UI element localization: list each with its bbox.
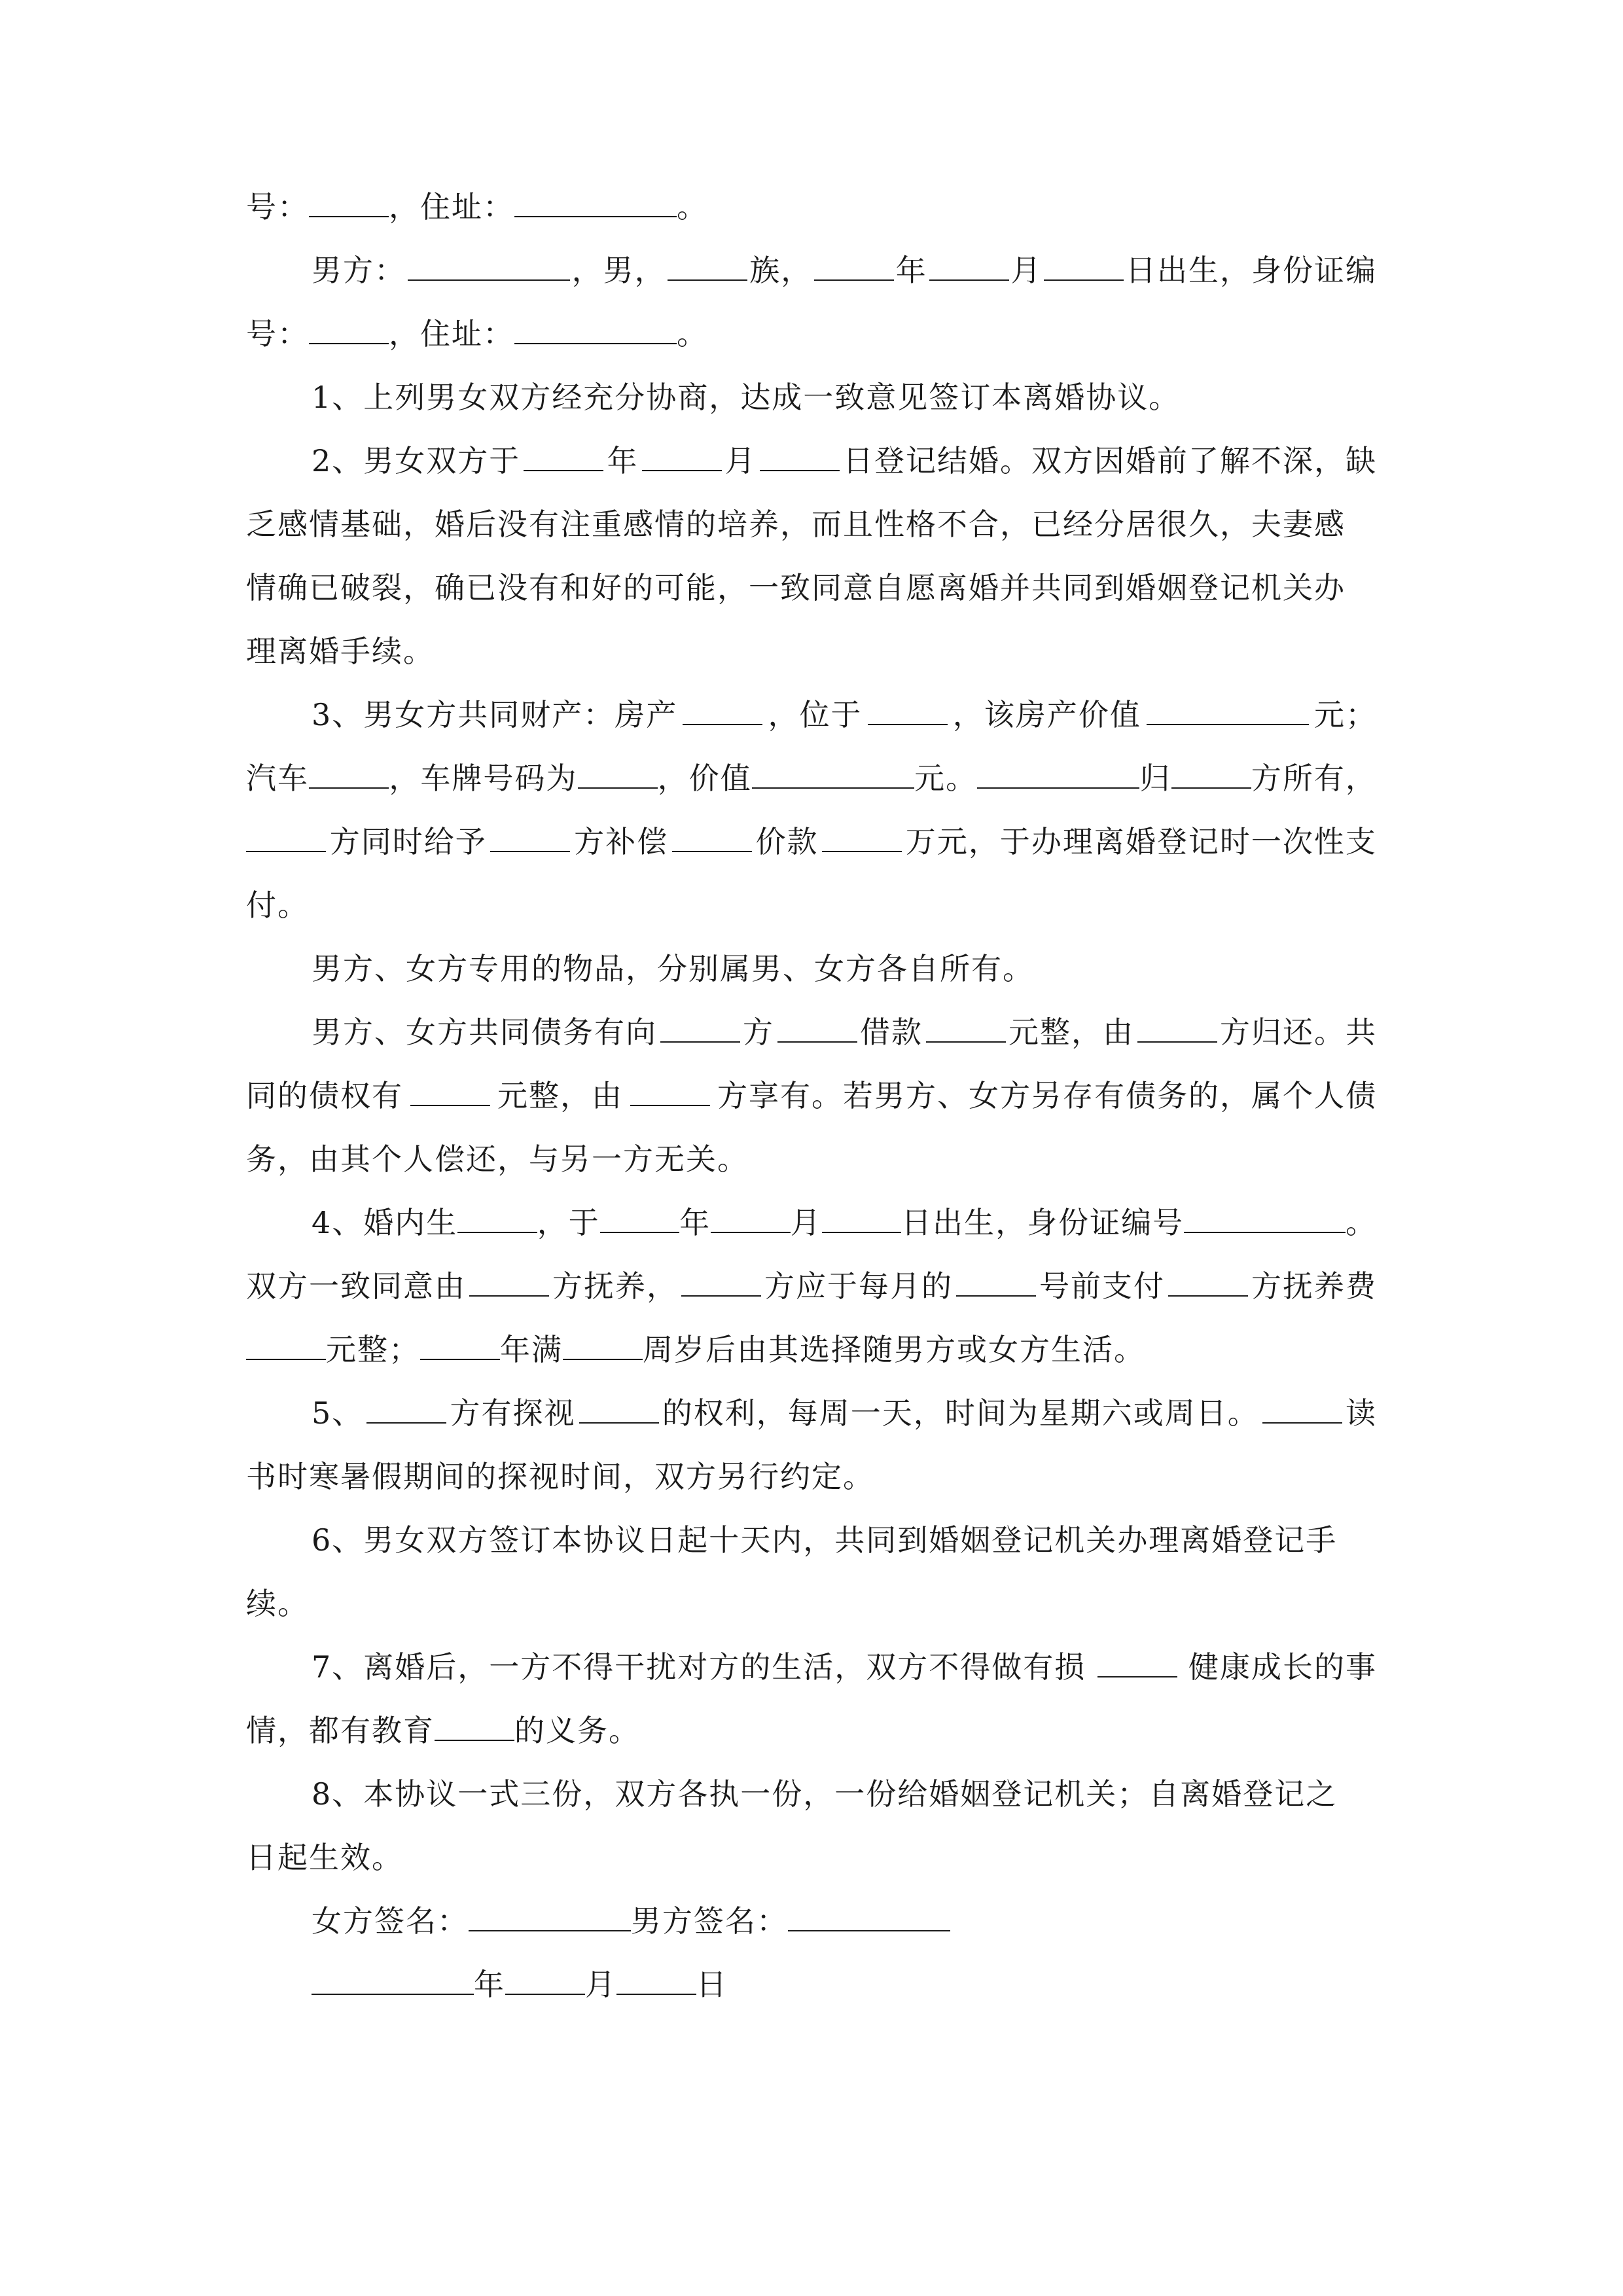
text-line [246, 1064, 1377, 1128]
line-text: 方同时给予 [329, 824, 487, 859]
line-text: 号： [246, 189, 309, 224]
line-text: 方享有。若男方、女方另存有债务的，属个人债 [717, 1078, 1377, 1113]
line-text: 7、离婚后，一方不得干扰对方的生活，双方不得做有损 [312, 1649, 1086, 1685]
fill-in-blank [578, 786, 658, 789]
fill-in-blank [1097, 1675, 1177, 1677]
line-text: 价款 [755, 824, 819, 859]
text-line [246, 1382, 1377, 1445]
line-text: 3、男女方共同财产：房产 [312, 697, 678, 732]
line-text: 务，由其个人偿还，与另一方无关。 [246, 1141, 749, 1177]
line-text: 周岁后由其选择随男方或女方生活。 [643, 1332, 1145, 1367]
fill-in-blank [1147, 723, 1309, 725]
text-line [246, 175, 1377, 239]
fill-in-blank [457, 1230, 537, 1233]
text-line [246, 683, 1377, 747]
fill-in-blank [579, 1421, 659, 1424]
fill-in-blank [408, 278, 570, 281]
fill-in-blank [1262, 1421, 1342, 1424]
line-text: 理离婚手续。 [246, 634, 435, 669]
line-text: 月 [1010, 253, 1043, 288]
line-text: ，车牌号码为 [389, 761, 578, 796]
line-text: 方抚养费 [1251, 1268, 1377, 1304]
text-line [246, 239, 1377, 302]
line-text: ，位于 [768, 697, 863, 732]
fill-in-blank [410, 1103, 490, 1106]
line-text: 女方签名： [312, 1903, 469, 1939]
fill-in-blank [1044, 278, 1124, 281]
line-text: ，于 [537, 1205, 600, 1240]
fill-in-blank [711, 1230, 790, 1233]
fill-in-blank [822, 850, 902, 852]
line-text: 日登记结婚。双方因婚前了解不深，缺 [842, 443, 1377, 478]
line-text: 男方、女方专用的物品，分别属男、女方各自所有。 [312, 951, 1034, 986]
fill-in-blank [814, 278, 894, 281]
line-text: 1、上列男女双方经充分协商，达成一致意见签订本离婚协议。 [312, 380, 1181, 415]
text-line [246, 1636, 1377, 1699]
line-text: ，男， [571, 253, 666, 288]
text-line [246, 1128, 1377, 1191]
line-text: 男方签名： [631, 1903, 788, 1939]
text-line [246, 620, 1377, 683]
agreement-page [246, 175, 1377, 2017]
text-line [246, 874, 1377, 937]
fill-in-blank [1168, 1294, 1248, 1297]
fill-in-blank [469, 1929, 631, 1931]
text-line [246, 1572, 1377, 1636]
text-line [246, 1763, 1377, 1826]
line-text: 方补偿 [574, 824, 669, 859]
fill-in-blank [681, 1294, 761, 1297]
text-line [246, 747, 1377, 810]
fill-in-blank [668, 278, 747, 281]
line-text: 方应于每月的 [764, 1268, 953, 1304]
fill-in-blank [760, 469, 840, 471]
fill-in-blank [600, 1230, 679, 1233]
fill-in-blank [435, 1738, 514, 1741]
text-line [246, 1191, 1377, 1255]
line-text: 男方： [312, 253, 406, 288]
fill-in-blank [246, 850, 326, 852]
fill-in-blank [309, 786, 389, 789]
line-text: 乏感情基础，婚后没有注重感情的培养，而且性格不合，已经分居很久，夫妻感 [246, 507, 1346, 542]
fill-in-blank [788, 1929, 950, 1931]
line-text: 号： [246, 316, 309, 351]
fill-in-blank [309, 215, 389, 217]
line-text: 年 [607, 443, 639, 478]
text-line [246, 429, 1377, 493]
fill-in-blank [490, 850, 570, 852]
fill-in-blank [630, 1103, 710, 1106]
text-line [246, 1001, 1377, 1064]
line-text: 的义务。 [514, 1713, 640, 1748]
line-text: 年 [474, 1967, 505, 2002]
line-text: 4、婚内生 [312, 1205, 458, 1240]
line-text: 。 [1345, 1205, 1377, 1240]
fill-in-blank [1137, 1040, 1217, 1043]
fill-in-blank [926, 1040, 1006, 1043]
line-text: 归 [1139, 761, 1171, 796]
text-line [246, 366, 1377, 429]
line-text: 方抚养， [552, 1268, 678, 1304]
line-text: 方 [743, 1014, 774, 1050]
fill-in-blank [1171, 786, 1251, 789]
line-text: 双方一致同意由 [246, 1268, 466, 1304]
fill-in-blank [642, 469, 722, 471]
text-line [246, 1318, 1377, 1382]
text-line [246, 1509, 1377, 1572]
line-text: 元整； [326, 1332, 420, 1367]
line-text: ，该房产价值 [952, 697, 1141, 732]
fill-in-blank [312, 1992, 474, 1995]
fill-in-blank [956, 1294, 1036, 1297]
line-text: 方归还。共 [1220, 1014, 1377, 1050]
line-text: 读 [1345, 1395, 1377, 1431]
line-text: 的权利，每周一天，时间为星期六或周日。 [662, 1395, 1259, 1431]
text-line [246, 1445, 1377, 1509]
text-line [246, 1890, 1377, 1953]
line-text: 情，都有教育 [246, 1713, 435, 1748]
fill-in-blank [563, 1357, 643, 1360]
line-text: 万元，于办理离婚登记时一次性支 [905, 824, 1377, 859]
line-text: 情确已破裂，确已没有和好的可能，一致同意自愿离婚并共同到婚姻登记机关办 [246, 570, 1346, 605]
line-text: ，价值 [657, 761, 752, 796]
line-text: 日起生效。 [246, 1840, 403, 1875]
fill-in-blank [616, 1992, 696, 1995]
line-text: 月 [790, 1205, 822, 1240]
fill-in-blank [514, 342, 677, 344]
line-text: 元整，由 [497, 1078, 623, 1113]
line-text: 号前支付 [1039, 1268, 1165, 1304]
line-text: 元整，由 [1008, 1014, 1134, 1050]
line-text: 8、本协议一式三份，双方各执一份，一份给婚姻登记机关；自离婚登记之 [312, 1776, 1338, 1812]
text-line [246, 493, 1377, 556]
text-line [246, 302, 1377, 366]
line-text: 借款 [860, 1014, 923, 1050]
fill-in-blank [366, 1421, 446, 1424]
line-text: 方所有， [1251, 761, 1377, 796]
text-line [246, 1953, 1377, 2017]
line-text: ，住址： [389, 316, 514, 351]
fill-in-blank [822, 1230, 901, 1233]
line-text: 。 [677, 189, 708, 224]
line-text: 2、男女双方于 [312, 443, 521, 478]
fill-in-blank [514, 215, 677, 217]
fill-in-blank [469, 1294, 549, 1297]
fill-in-blank [752, 786, 914, 789]
fill-in-blank [246, 1357, 326, 1360]
text-line [246, 1699, 1377, 1763]
line-text: 年 [895, 253, 927, 288]
fill-in-blank [777, 1040, 857, 1043]
text-line [246, 556, 1377, 620]
fill-in-blank [977, 786, 1139, 789]
line-text: 日出生，身份证编号 [901, 1205, 1185, 1240]
line-text: 付。 [246, 888, 309, 923]
fill-in-blank [683, 723, 762, 725]
line-text: 族， [749, 253, 813, 288]
line-text: 元； [1313, 697, 1377, 732]
fill-in-blank [660, 1040, 740, 1043]
fill-in-blank [524, 469, 603, 471]
line-text: 月 [724, 443, 757, 478]
text-line [246, 1255, 1377, 1318]
line-text: 方有探视 [450, 1395, 576, 1431]
text-line [246, 937, 1377, 1001]
line-text: 同的债权有 [246, 1078, 403, 1113]
line-text: 日出生，身份证编 [1125, 253, 1377, 288]
fill-in-blank [672, 850, 752, 852]
line-text: 日 [696, 1967, 728, 2002]
fill-in-blank [505, 1992, 585, 1995]
line-text: 健康成长的事 [1188, 1649, 1377, 1685]
line-text: 。 [677, 316, 708, 351]
line-text: 续。 [246, 1586, 309, 1621]
line-text: 书时寒暑假期间的探视时间，双方另行约定。 [246, 1459, 874, 1494]
fill-in-blank [929, 278, 1009, 281]
line-text: 5、 [312, 1395, 364, 1431]
fill-in-blank [309, 342, 389, 344]
fill-in-blank [1184, 1230, 1346, 1233]
line-text: 年 [679, 1205, 711, 1240]
fill-in-blank [868, 723, 948, 725]
line-text: 月 [585, 1967, 616, 2002]
line-text: 男方、女方共同债务有向 [312, 1014, 657, 1050]
line-text: 元。 [914, 761, 978, 796]
line-text: 6、男女双方签订本协议日起十天内，共同到婚姻登记机关办理离婚登记手 [312, 1522, 1338, 1558]
fill-in-blank [420, 1357, 500, 1360]
line-text: ，住址： [389, 189, 514, 224]
line-text: 汽车 [246, 761, 309, 796]
text-line [246, 1826, 1377, 1890]
text-line [246, 810, 1377, 874]
line-text: 年满 [500, 1332, 563, 1367]
